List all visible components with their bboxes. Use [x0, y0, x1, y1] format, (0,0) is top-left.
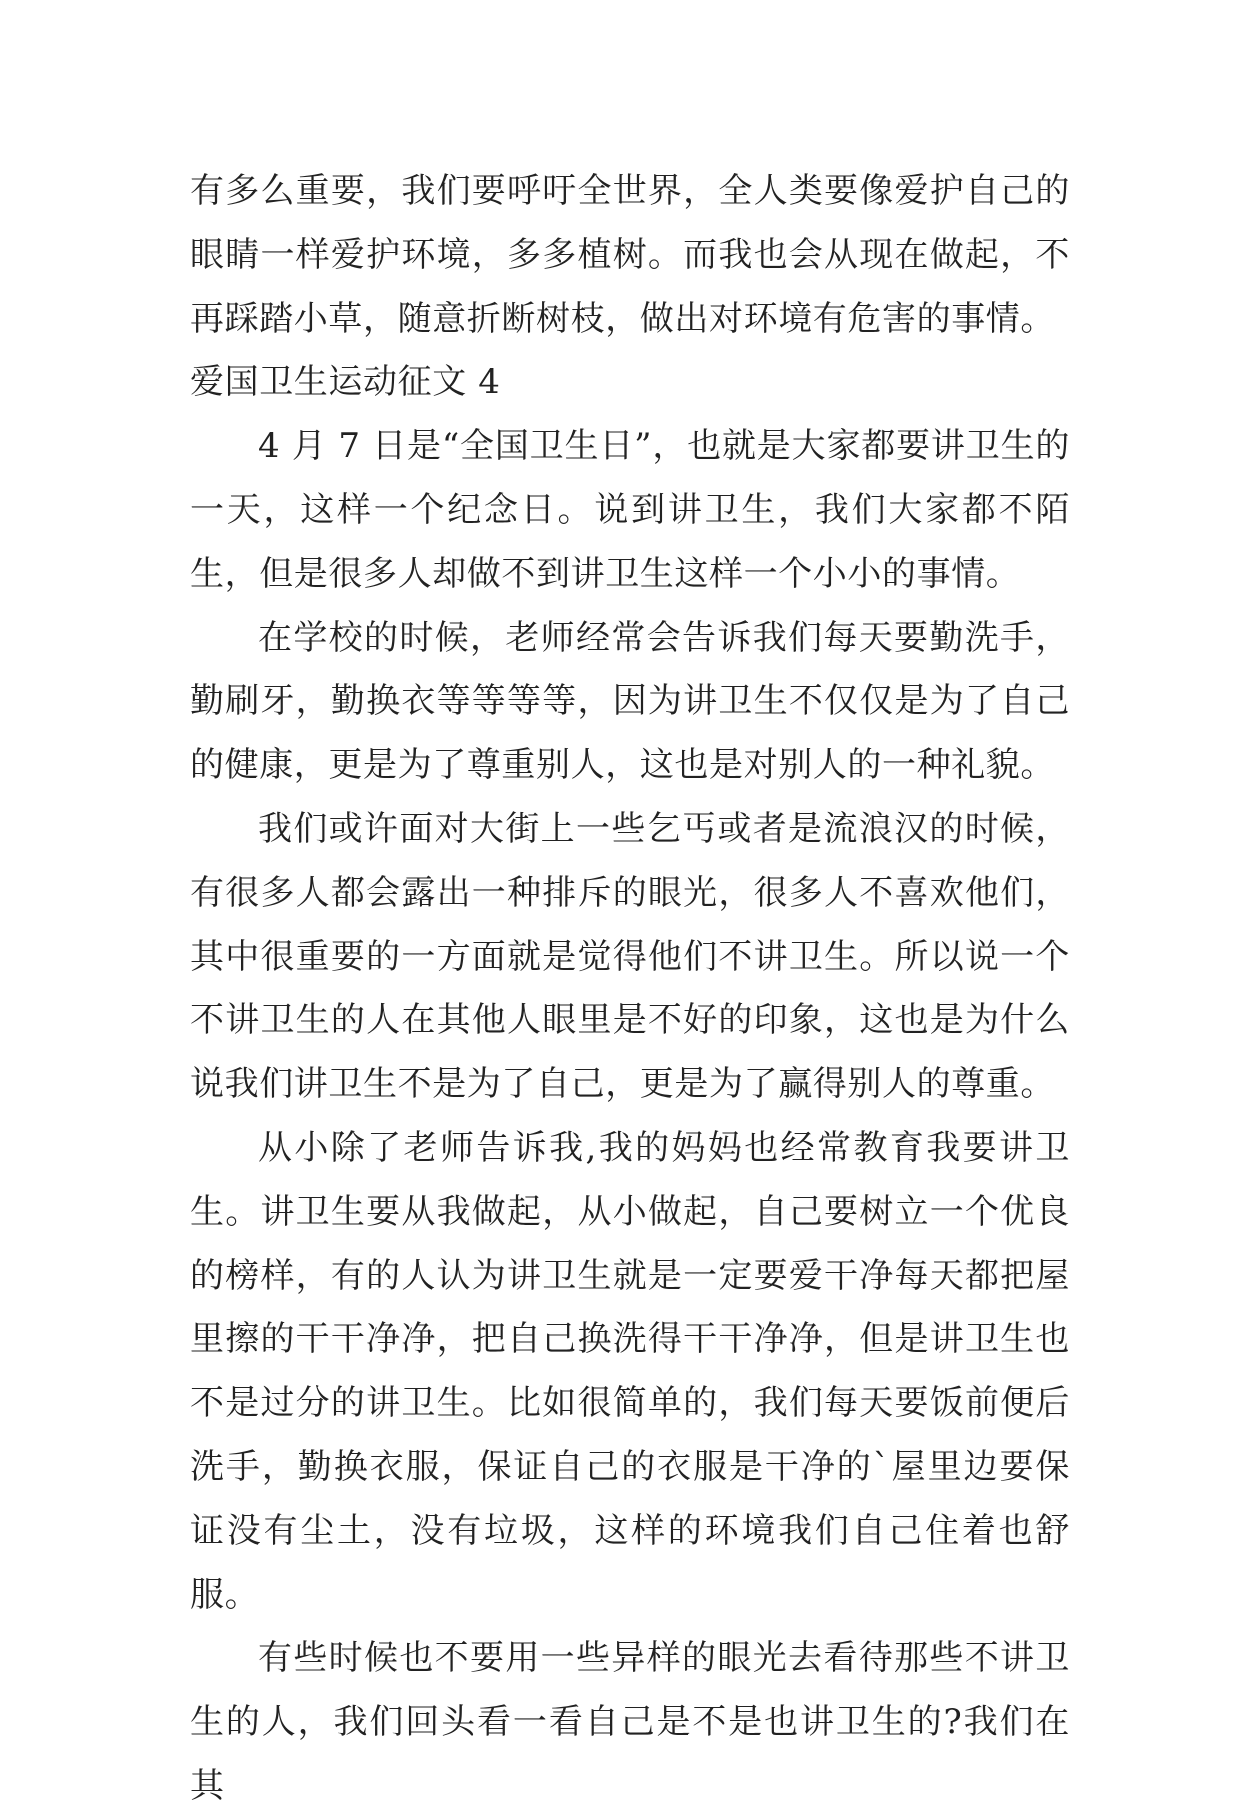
paragraph-2: 在学校的时候，老师经常会告诉我们每天要勤洗手，勤刷牙，勤换衣等等等等，因为讲卫生不仅仅是为了自己的健康，更是为了尊重别人，这也是对别人的一种礼貌。: [190, 617, 1070, 786]
paragraph-1: 4 月 7 日是“全国卫生日”，也就是大家都要讲卫生的一天，这样一个纪念日。说到讲卫生，我们大家都不陌生，但是很多人却做不到讲卫生这样一个小小的事情。: [190, 426, 1070, 594]
paragraph-4: 从小除了老师告诉我,我的妈妈也经常教育我要讲卫生。讲卫生要从我做起，从小做起，自己要树立一个优良的榜样，有的人认为讲卫生就是一定要爱干净每天都把屋里擦的干干净净，把自己换洗得干干净净，但是讲卫生也不是过分的讲卫生。比如很简单的，我们每天要饭前便后洗手，勤换衣服，保证自己的衣服是干净的`屋里边要保证没有尘土，没有垃圾，这样的环境我们自己住着也舒服。: [190, 1127, 1070, 1615]
section-title: 爱国卫生运动征文 4: [190, 362, 501, 403]
paragraph-3: 我们或许面对大街上一些乞丐或者是流浪汉的时候，有很多人都会露出一种排斥的眼光，很多人不喜欢他们，其中很重要的一方面就是觉得他们不讲卫生。所以说一个不讲卫生的人在其他人眼里是不好的印象，这也是为什么说我们讲卫生不是为了自己，更是为了赢得别人的尊重。: [190, 808, 1070, 1105]
continued-paragraph: 有多么重要，我们要呼吁全世界，全人类要像爱护自己的眼睛一样爱护环境，多多植树。而我也会从现在做起，不再踩踏小草，随意折断树枝，做出对环境有危害的事情。: [190, 171, 1070, 339]
paragraph-5: 有些时候也不要用一些异样的眼光去看待那些不讲卫生的人，我们回头看一看自己是不是也讲卫生的?我们在其: [190, 1638, 1070, 1806]
document-body: [190, 160, 1070, 1819]
